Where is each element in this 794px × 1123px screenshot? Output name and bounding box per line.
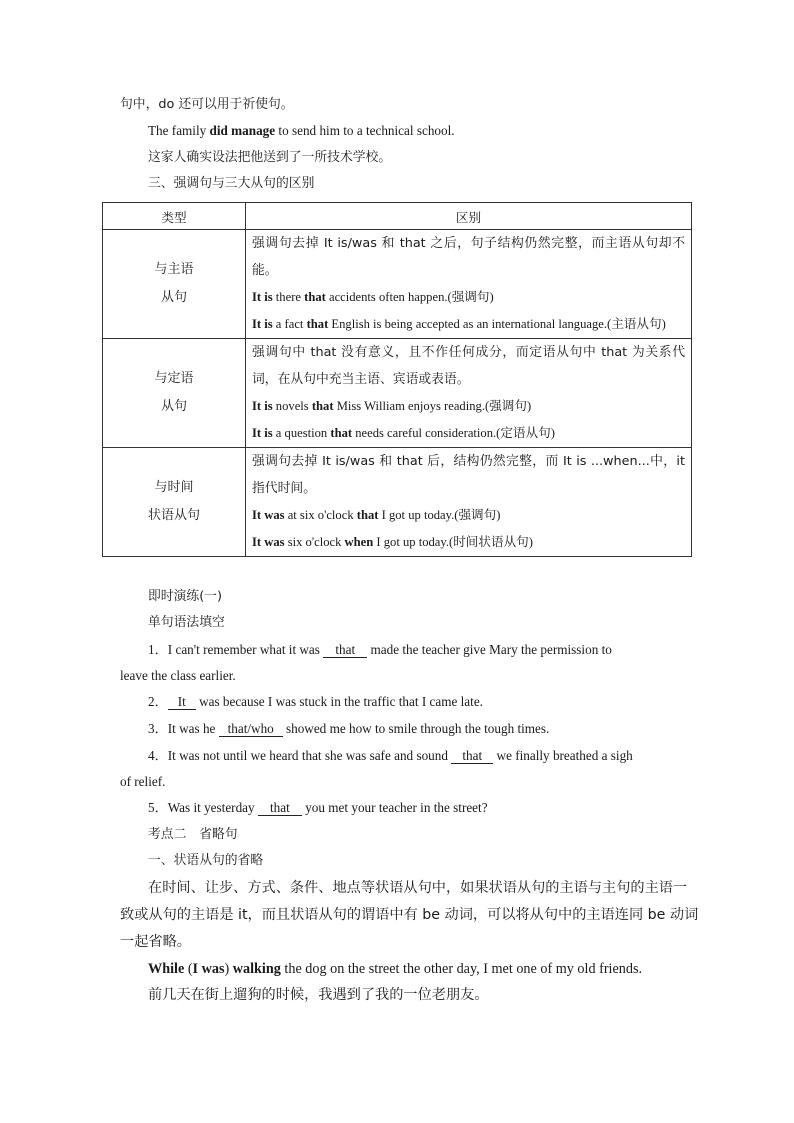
- header-type: 类型: [103, 203, 246, 230]
- question-1-continued: leave the class earlier.: [120, 668, 236, 683]
- practice-subtitle: 单句语法填空: [148, 615, 225, 630]
- answer-blank: that: [323, 642, 367, 658]
- paragraph-line: 一起省略。: [120, 934, 191, 950]
- example-sentence: The family did manage to send him to a technical school.: [148, 123, 455, 138]
- row-type: 与定语 从句: [103, 339, 246, 448]
- table-row: [103, 448, 692, 557]
- example-line: It is novels that Miss William enjoys reading.(强调句): [252, 399, 532, 413]
- answer-blank: that: [258, 800, 302, 816]
- row-type: 与时间 状语从句: [103, 448, 246, 557]
- intro-line: 句中，do 还可以用于祈使句。: [120, 97, 294, 112]
- row-type: 与主语 从句: [103, 230, 246, 339]
- paragraph-line: 致或从句的主语是 it，而且状语从句的谓语中有 be 动词，可以将从句中的主语连同 be 动词: [120, 907, 699, 923]
- practice-title: 即时演练(一): [148, 589, 222, 604]
- question-4: 4．It was not until we heard that she was safe and sound that we finally breathed a sigh: [148, 748, 633, 763]
- question-2: 2． It was because I was stuck in the traffic that I came late.: [148, 694, 483, 709]
- section-heading: 一、状语从句的省略: [148, 853, 264, 868]
- example-line: It was six o'clock when I got up today.(时间状语从句): [252, 535, 533, 549]
- section-title: 三、强调句与三大从句的区别: [148, 176, 315, 191]
- header-difference: 区别: [246, 203, 692, 230]
- row-description: 强调句去掉 It is/was 和 that 之后，句子结构仍然完整，而主语从句却不能。 It is there that accidents often happen.(强调句) It is a fact that English is being accepted as an international language.(主语从句): [246, 230, 692, 339]
- table-row: [103, 230, 692, 339]
- example-sentence: While (I was) walking the dog on the street the other day, I met one of my old friends.: [148, 961, 643, 977]
- table-header-row: [103, 203, 692, 230]
- example-translation: 这家人确实设法把他送到了一所技术学校。: [148, 150, 392, 165]
- question-3: 3．It was he that/who showed me how to smile through the tough times.: [148, 721, 550, 736]
- answer-blank: that/who: [219, 721, 283, 737]
- example-translation: 前几天在街上遛狗的时候，我遇到了我的一位老朋友。: [148, 987, 489, 1003]
- question-1: 1．I can't remember what it was that made the teacher give Mary the permission to: [148, 642, 612, 657]
- paragraph-line: 在时间、让步、方式、条件、地点等状语从句中，如果状语从句的主语与主句的主语一: [148, 880, 688, 896]
- row-description: 强调句去掉 It is/was 和 that 后，结构仍然完整，而 It is ...when...中，it 指代时间。 It was at six o'clock that I got up today.(强调句) It was six o'clock when I got up today.(时间状语从句): [246, 448, 692, 557]
- question-4-continued: of relief.: [120, 774, 166, 789]
- example-line: It is a question that needs careful consideration.(定语从句): [252, 426, 555, 440]
- example-line: It was at six o'clock that I got up today.(强调句): [252, 508, 501, 522]
- example-line: It is there that accidents often happen.(强调句): [252, 290, 494, 304]
- table-row: [103, 339, 692, 448]
- example-line: It is a fact that English is being accepted as an international language.(主语从句): [252, 317, 666, 331]
- row-description: 强调句中 that 没有意义，且不作任何成分，而定语从句中 that 为关系代词，在从句中充当主语、宾语或表语。 It is novels that Miss William enjoys reading.(强调句) It is a question that needs careful consideration.(定语从句): [246, 339, 692, 448]
- answer-blank: It: [168, 694, 196, 710]
- kaodian-title: 考点二 省略句: [148, 827, 238, 842]
- comparison-table: [102, 202, 692, 557]
- question-5: 5．Was it yesterday that you met your teacher in the street?: [148, 800, 488, 815]
- answer-blank: that: [451, 748, 493, 764]
